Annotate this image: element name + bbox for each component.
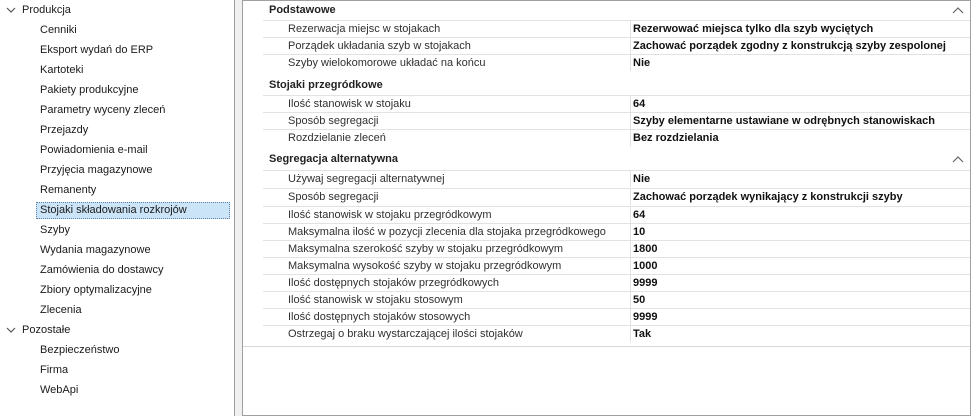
property-value[interactable]: 10 <box>633 226 646 238</box>
property-value[interactable]: Tak <box>633 328 652 340</box>
property-grid <box>242 0 971 416</box>
tree-item-label: Bezpieczeństwo <box>40 344 120 356</box>
property-name: Rozdzielanie zleceń <box>263 130 631 146</box>
property-name: Szyby wielokomorowe układać na końcu <box>263 55 631 71</box>
tree-item-label: WebApi <box>40 384 79 396</box>
property-row[interactable] <box>263 188 970 205</box>
tree-item-label: Parametry wyceny zleceń <box>40 104 166 116</box>
property-row[interactable] <box>263 223 970 240</box>
property-value[interactable]: 9999 <box>633 311 658 323</box>
tree-item-powiadomienia[interactable] <box>0 141 234 159</box>
tree-item-przyjecia[interactable] <box>0 161 234 179</box>
tree-item-label: Szyby <box>40 224 70 236</box>
tree-item-label: Przejazdy <box>40 124 89 136</box>
property-value[interactable]: Rezerwować miejsca tylko dla szyb wyciętych <box>633 23 874 35</box>
property-row[interactable] <box>263 291 970 308</box>
tree-item-cenniki[interactable] <box>0 21 234 39</box>
property-row[interactable] <box>263 129 970 146</box>
category-segregacja-alternatywna[interactable] <box>243 150 970 169</box>
property-row[interactable] <box>263 95 970 112</box>
category-stojaki-przegrodkowe[interactable] <box>243 76 970 95</box>
tree-item-przejazdy[interactable] <box>0 121 234 139</box>
tree-item-remanenty[interactable] <box>0 181 234 199</box>
property-name: Ilość stanowisk w stojaku <box>263 96 631 112</box>
tree-item-zbiory[interactable] <box>0 281 234 299</box>
tree-group-label: Produkcja <box>22 4 71 16</box>
property-row[interactable] <box>263 274 970 291</box>
property-value[interactable]: Nie <box>633 57 651 69</box>
tree-item-label: Wydania magazynowe <box>40 244 151 256</box>
tree-item-firma[interactable] <box>0 361 234 379</box>
tree-group-produkcja[interactable] <box>0 1 234 19</box>
property-name: Ilość dostępnych stojaków stosowych <box>263 309 631 325</box>
property-row[interactable] <box>263 112 970 129</box>
collapse-chevron-up-icon[interactable] <box>952 154 964 164</box>
property-row[interactable] <box>263 257 970 274</box>
property-row[interactable] <box>263 325 970 342</box>
tree-item-label: Firma <box>40 364 69 376</box>
property-name: Maksymalna ilość w pozycji zlecenia dla stojaka przegródkowego <box>263 224 631 240</box>
tree-item-label: Zbiory optymalizacyjne <box>40 284 152 296</box>
property-row[interactable] <box>263 20 970 37</box>
tree-item-label: Eksport wydań do ERP <box>40 44 154 56</box>
tree-item-label: Zlecenia <box>40 304 82 316</box>
chevron-down-icon[interactable] <box>6 325 16 335</box>
tree-item-label: Kartoteki <box>40 64 84 76</box>
tree-item-label: Pakiety produkcyjne <box>40 84 139 96</box>
tree-item-eksport[interactable] <box>0 41 234 59</box>
property-name: Ilość stanowisk w stojaku stosowym <box>263 292 631 308</box>
property-name: Ilość dostępnych stojaków przegródkowych <box>263 275 631 291</box>
property-value[interactable]: 1000 <box>633 260 658 272</box>
tree-item-label: Powiadomienia e-mail <box>40 144 148 156</box>
property-value[interactable]: 9999 <box>633 277 658 289</box>
tree-item-bezpieczenstwo[interactable] <box>0 341 234 359</box>
settings-tree <box>0 0 235 416</box>
property-value[interactable]: Bez rozdzielania <box>633 132 719 144</box>
property-value[interactable]: 1800 <box>633 243 658 255</box>
chevron-down-icon[interactable] <box>6 5 16 15</box>
property-row[interactable] <box>263 54 970 71</box>
property-name: Ilość stanowisk w stojaku przegródkowym <box>263 207 631 223</box>
property-row[interactable] <box>263 206 970 223</box>
property-value[interactable]: Nie <box>633 173 651 185</box>
collapse-chevron-up-icon[interactable] <box>952 5 964 15</box>
property-row[interactable] <box>263 240 970 257</box>
tree-item-zamowienia[interactable] <box>0 261 234 279</box>
tree-item-label: Zamówienia do dostawcy <box>40 264 164 276</box>
property-row[interactable] <box>263 308 970 325</box>
property-name: Rezerwacja miejsc w stojakach <box>263 21 631 37</box>
tree-group-label: Pozostałe <box>22 324 71 336</box>
category-podstawowe[interactable] <box>243 1 970 20</box>
category-title: Podstawowe <box>269 4 336 16</box>
tree-item-stojaki[interactable] <box>0 201 234 219</box>
tree-item-parametry[interactable] <box>0 101 234 119</box>
category-title: Stojaki przegródkowe <box>269 79 383 91</box>
tree-item-pakiety[interactable] <box>0 81 234 99</box>
property-name: Używaj segregacji alternatywnej <box>263 171 631 187</box>
category-title: Segregacja alternatywna <box>269 153 399 165</box>
grid-bottom-divider <box>243 346 970 347</box>
property-name: Sposób segregacji <box>263 113 631 129</box>
property-value[interactable]: Zachować porządek zgodny z konstrukcją szyby zespolonej <box>633 40 946 52</box>
property-row[interactable] <box>263 170 970 187</box>
property-name: Maksymalna wysokość szyby w stojaku przegródkowym <box>263 258 631 274</box>
property-value[interactable]: 64 <box>633 209 646 221</box>
tree-item-zlecenia[interactable] <box>0 301 234 319</box>
tree-item-label: Cenniki <box>40 24 77 36</box>
property-name: Porządek układania szyb w stojakach <box>263 38 631 54</box>
property-value[interactable]: 50 <box>633 294 646 306</box>
property-name: Sposób segregacji <box>263 189 631 205</box>
tree-item-label: Przyjęcia magazynowe <box>40 164 153 176</box>
tree-item-label: Remanenty <box>40 184 97 196</box>
property-value[interactable]: Zachować porządek wynikający z konstrukcji szyby <box>633 191 903 203</box>
property-value[interactable]: 64 <box>633 98 646 110</box>
tree-item-kartoteki[interactable] <box>0 61 234 79</box>
tree-item-webapi[interactable] <box>0 381 234 399</box>
property-value[interactable]: Szyby elementarne ustawiane w odrębnych stanowiskach <box>633 115 935 127</box>
tree-item-szyby[interactable] <box>0 221 234 239</box>
property-row[interactable] <box>263 37 970 54</box>
tree-item-label: Stojaki składowania rozkrojów <box>40 204 187 216</box>
tree-group-pozostale[interactable] <box>0 321 234 339</box>
property-name: Ostrzegaj o braku wystarczającej ilości stojaków <box>263 326 631 342</box>
tree-item-wydania[interactable] <box>0 241 234 259</box>
property-name: Maksymalna szerokość szyby w stojaku przegródkowym <box>263 241 631 257</box>
